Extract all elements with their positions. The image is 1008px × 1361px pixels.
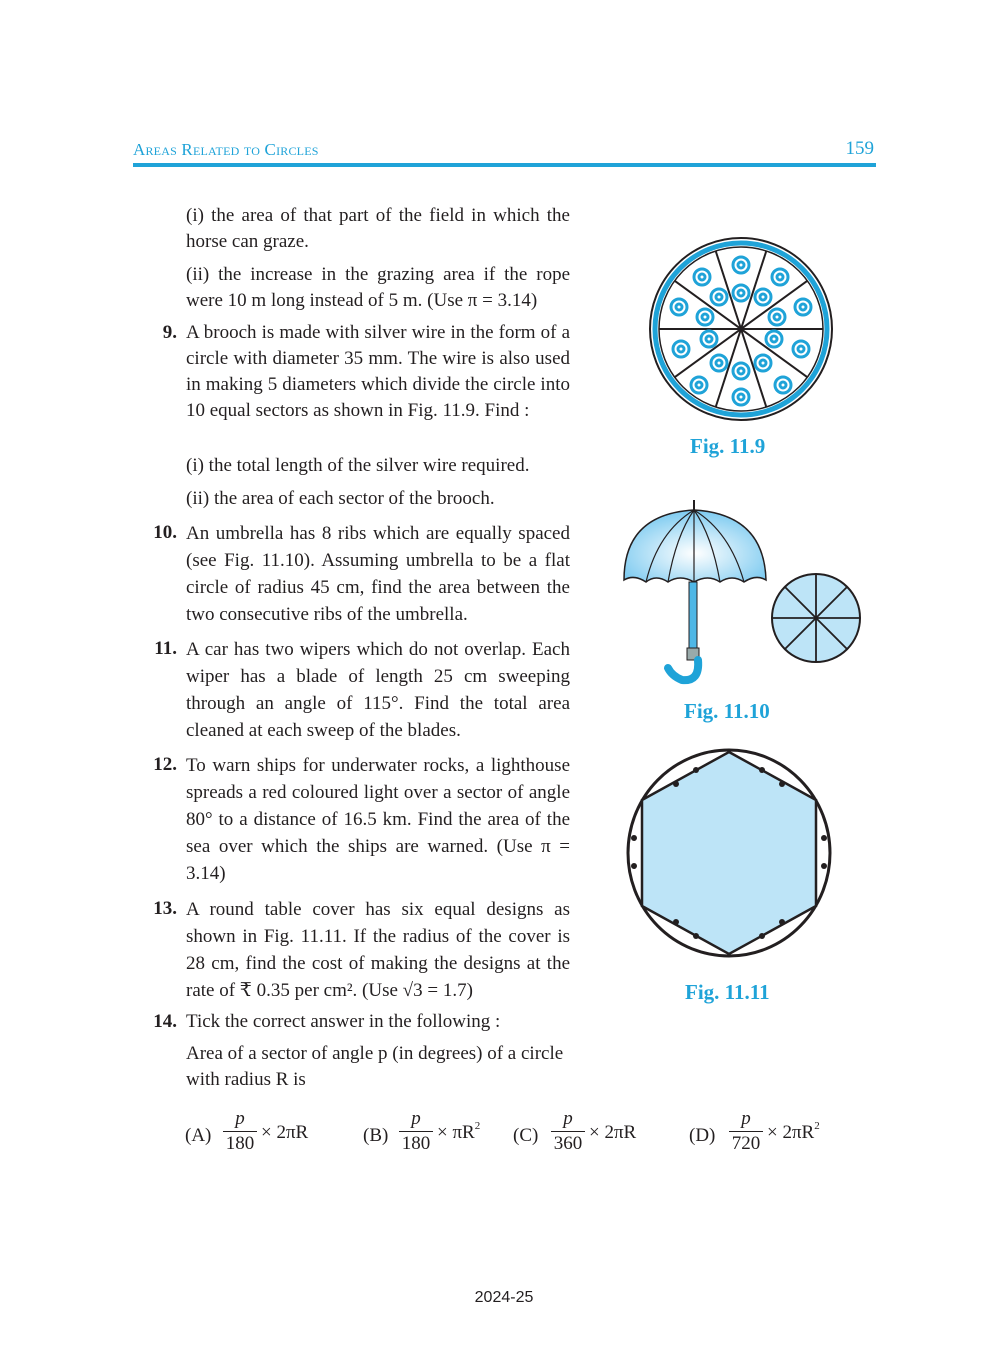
question-9-part-ii: (ii) the area of each sector of the brooch. bbox=[186, 488, 495, 509]
continued-part-i bbox=[186, 203, 570, 255]
question-12-text: To warn ships for underwater rocks, a lighthouse spreads a red coloured light over a sector of angle 80° to a distance of 16.5 km. Find the area of the sea over which the ships are warned. (Use π = 3.14) bbox=[186, 755, 570, 884]
denominator: 720 bbox=[731, 1133, 761, 1154]
option-label: (D) bbox=[689, 1125, 716, 1146]
option-expression: × $\pi R^2$ bbox=[437, 1120, 481, 1143]
fraction bbox=[729, 1108, 763, 1155]
question-number: 11. bbox=[154, 638, 177, 659]
brooch-figure-icon bbox=[647, 235, 835, 423]
denominator: 180 bbox=[401, 1133, 431, 1154]
figure-caption: Fig. 11.10 bbox=[684, 699, 770, 723]
option-label: (A) bbox=[185, 1125, 212, 1146]
numerator: p bbox=[411, 1108, 421, 1129]
continued-part-i-text: (i) the area of that part of the field in which the horse can graze. bbox=[186, 205, 570, 252]
continued-part-ii-text: (ii) the increase in the grazing area if the rope were 10 m long instead of 5 m. (Use π = 3.14) bbox=[186, 264, 570, 311]
option-expression: × 2πR bbox=[261, 1122, 309, 1143]
denominator: 360 bbox=[553, 1133, 583, 1154]
denominator: 180 bbox=[225, 1133, 255, 1154]
footer-year: 2024-25 bbox=[474, 1289, 534, 1306]
question-9-part-i: (i) the total length of the silver wire required. bbox=[186, 455, 530, 476]
figure-caption: Fig. 11.11 bbox=[685, 980, 770, 1004]
answer-options bbox=[185, 1108, 865, 1164]
fraction bbox=[223, 1108, 257, 1155]
continued-part-ii bbox=[186, 262, 570, 314]
page-number: 159 bbox=[845, 138, 874, 159]
fraction bbox=[551, 1108, 585, 1155]
table-cover-figure-icon bbox=[626, 748, 832, 958]
question-number: 10. bbox=[153, 522, 177, 543]
question-number: 14. bbox=[153, 1011, 177, 1032]
question-14-text: Tick the correct answer in the following : bbox=[186, 1011, 501, 1032]
option-label: (C) bbox=[513, 1125, 539, 1146]
numerator: p bbox=[741, 1108, 751, 1129]
page-header bbox=[133, 138, 876, 168]
question-13-text: A round table cover has six equal designs as shown in Fig. 11.11. If the radius of the cover is 28 cm, find the cost of making the designs at the rate of ₹ 0.35 per cm². (Use √3 = 1.7) bbox=[186, 899, 570, 1001]
figure-caption: Fig. 11.9 bbox=[690, 434, 766, 458]
question-number: 13. bbox=[153, 898, 177, 919]
fraction bbox=[399, 1108, 433, 1155]
question-number: 9. bbox=[162, 322, 177, 343]
option-label: (B) bbox=[363, 1125, 389, 1146]
question-number: 12. bbox=[153, 754, 177, 775]
question-11-text: A car has two wipers which do not overlap. Each wiper has a blade of length 25 cm sweeping through an angle of 115°. Find the total area cleaned at each sweep of the blades. bbox=[186, 639, 570, 741]
umbrella-figure-icon bbox=[620, 496, 865, 686]
question-10-text: An umbrella has 8 ribs which are equally spaced (see Fig. 11.10). Assuming umbrella to be a flat circle of radius 45 cm, find the area between the two consecutive ribs of the umbrella. bbox=[186, 523, 570, 625]
question-14-subtext: Area of a sector of angle p (in degrees) of a circle with radius R is bbox=[186, 1043, 564, 1090]
option-expression: × 2πR bbox=[589, 1122, 637, 1143]
header-rule bbox=[133, 163, 876, 167]
numerator: p bbox=[235, 1108, 245, 1129]
numerator: p bbox=[563, 1108, 573, 1129]
question-9-text: A brooch is made with silver wire in the form of a circle with diameter 35 mm. The wire is also used in making 5 diameters which divide the circle into 10 equal sectors as shown in Fig. 11.9. Find : bbox=[186, 322, 570, 421]
option-expression: × $2\pi R^2$ bbox=[767, 1120, 820, 1143]
chapter-title: Areas Related to Circles bbox=[133, 140, 319, 159]
